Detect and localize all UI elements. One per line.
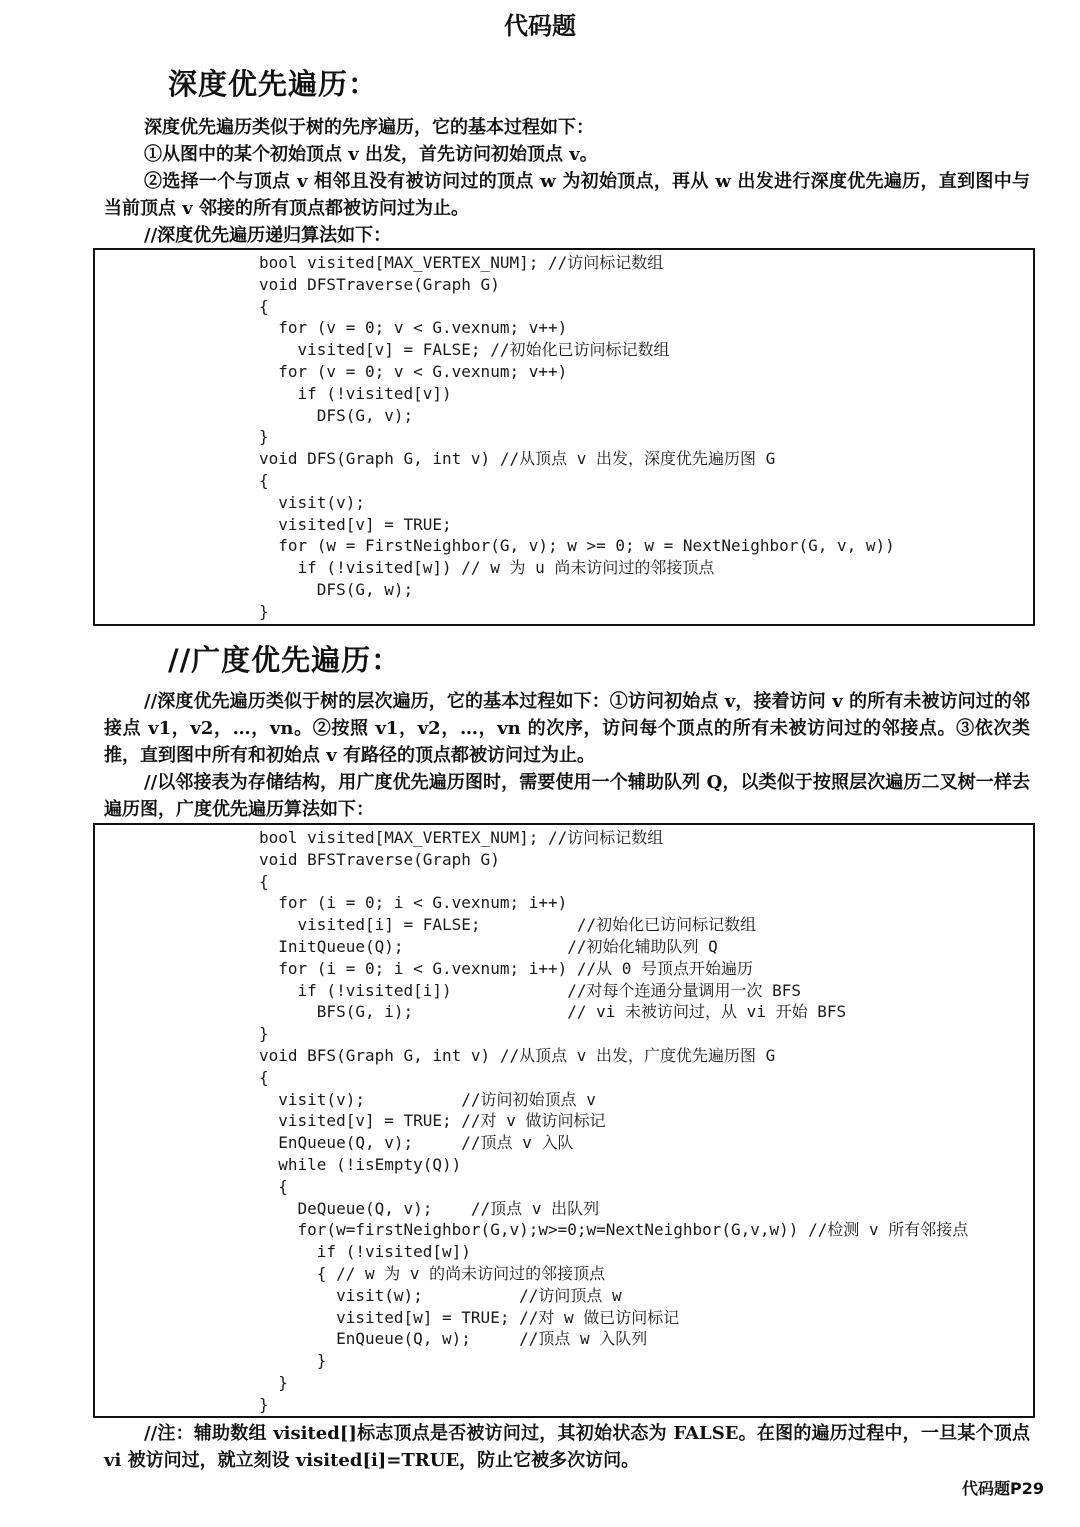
- dfs-section-title: 深度优先遍历：: [168, 67, 379, 101]
- dfs-code-box: [93, 248, 1035, 626]
- page-number-label: 代码题P29: [962, 1479, 1044, 1498]
- dfs-code-caption: //深度优先遍历递归算法如下：: [144, 225, 392, 246]
- dfs-intro-paragraph: 深度优先遍历类似于树的先序遍历，它的基本过程如下：: [144, 117, 594, 138]
- bfs-intro-paragraph: //深度优先遍历类似于树的层次遍历，它的基本过程如下：①访问初始点 v，接着访问 v 的所有未被访问过的邻接点 v1，v2，…，vn。②按照 v1，v2，…，vn 的次序，访问每个顶点的所有未被访问过的邻接点。③依次类推，直到图中所有和初始点 v 有路径的顶点都被访问过为止。: [104, 691, 1030, 766]
- bfs-code-block: bool visited[MAX_VERTEX_NUM]; //访问标记数组 void BFSTraverse(Graph G) { for (i = 0; i < G.vexnum; i++) visited[i] = FALSE; //初始化已访问标记数组 InitQueue(Q); //初始化辅助队列 Q for (i = 0; i < G.vexnum; i++) //从 0 号顶点开始遍历 if (!visited[i]) //对每个连通分量调用一次 BFS BFS(G, i); // vi 未被访问过，从 vi 开始 BFS } void BFS(Graph G, int v) //从顶点 v 出发，广度优先遍历图 G { visit(v); //访问初始顶点 v visited[v] = TRUE; //对 v 做访问标记 EnQueue(Q, v); //顶点 v 入队 while (!isEmpty(Q)) { DeQueue(Q, v); //顶点 v 出队列 for(w=firstNeighbor(G,v);w>=0;w=NextNeighbor(G,v,w)) //检测 v 所有邻接点 if (!visited[w]) { // w 为 v 的尚未访问过的邻接顶点 visit(w); //访问顶点 w visited[w] = TRUE; //对 w 做已访问标记 EnQueue(Q, w); //顶点 w 入队列 } } }: [259, 828, 969, 1414]
- page-header-title: 代码题: [504, 12, 576, 40]
- bfs-code-box: [93, 823, 1035, 1418]
- note-paragraph: //注：辅助数组 visited[]标志顶点是否被访问过，其初始状态为 FALSE。在图的遍历过程中，一旦某个顶点 vi 被访问过，就立刻设 visited[i]=TRUE，防止它被多次访问。: [104, 1423, 1030, 1471]
- bfs-section-title: //广度优先遍历：: [168, 643, 402, 677]
- dfs-code-block: bool visited[MAX_VERTEX_NUM]; //访问标记数组 void DFSTraverse(Graph G) { for (v = 0; v < G.vexnum; v++) visited[v] = FALSE; //初始化已访问标记数组 for (v = 0; v < G.vexnum; v++) if (!visited[v]) DFS(G, v); } void DFS(Graph G, int v) //从顶点 v 出发，深度优先遍历图 G { visit(v); visited[v] = TRUE; for (w = FirstNeighbor(G, v); w >= 0; w = NextNeighbor(G, v, w)) if (!visited[w]) // w 为 u 尚未访问过的邻接顶点 DFS(G, w); }: [259, 253, 895, 621]
- bfs-storage-paragraph: //以邻接表为存储结构，用广度优先遍历图时，需要使用一个辅助队列 Q，以类似于按照层次遍历二叉树一样去遍历图，广度优先遍历算法如下：: [104, 772, 1030, 820]
- dfs-step-2: ②选择一个与顶点 v 相邻且没有被访问过的顶点 w 为初始顶点，再从 w 出发进行深度优先遍历，直到图中与当前顶点 v 邻接的所有顶点都被访问过为止。: [104, 171, 1030, 219]
- dfs-step-1: ①从图中的某个初始顶点 v 出发，首先访问初始顶点 v。: [144, 144, 598, 165]
